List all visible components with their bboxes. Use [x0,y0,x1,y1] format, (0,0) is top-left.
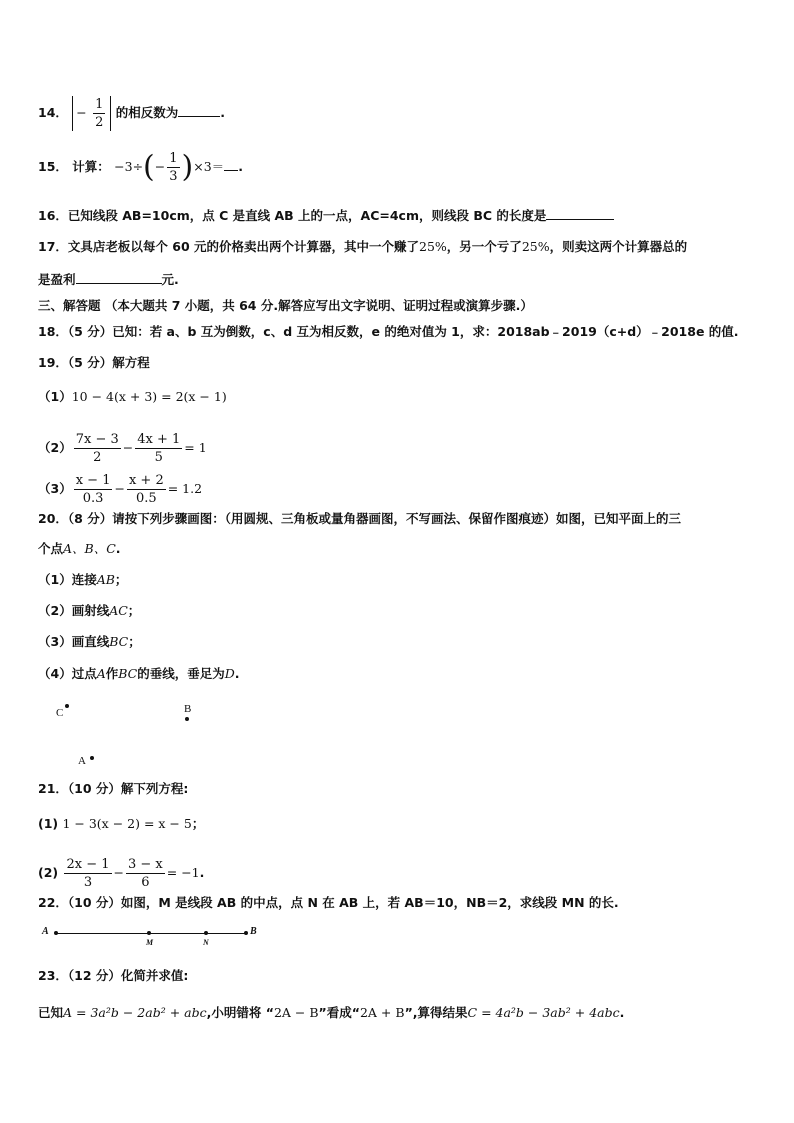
denominator: 0.3 [82,491,104,506]
point-name: A [96,666,106,681]
segment-dot-a [54,931,58,935]
expression-wrong: 2A − B [273,1005,319,1020]
point-c-label: C [56,707,64,719]
segment-dot-m [147,931,151,935]
numerator: 1 [95,97,104,112]
part-label: (2) [38,865,59,880]
period: . [220,105,226,120]
point-c-dot [65,704,69,708]
numerator: x + 2 [128,473,164,488]
question-15 [38,150,243,185]
equation: 10 − 4(x + 3) = 2(x − 1) [71,389,227,404]
section-heading-text: 三、解答题 （本大题共 7 小题，共 64 分.解答应写出文字说明、证明过程或演算步骤.） [38,298,533,313]
segment-name: AB [96,572,115,587]
punctuation: ； [191,816,205,831]
answer-blank [76,270,162,284]
denominator: 2 [95,115,104,130]
right-hand-side: = −1 [166,865,200,880]
expression-a: A = 3a²b − 2ab² + abc [63,1005,207,1020]
operator: − [114,481,125,496]
denominator: 6 [141,875,150,890]
fraction [167,150,179,185]
segment-label-n: N [203,938,209,947]
q21-part-2 [38,856,204,891]
answer-blank [546,206,614,220]
fraction [135,431,182,466]
question-16 [38,206,614,225]
question-21 [38,780,188,798]
question-23-body [38,1004,624,1022]
right-paren: ) [181,149,194,185]
question-22 [38,894,619,912]
punctuation: ； [127,603,141,618]
question-text: ”,算得结果 [404,1005,468,1020]
denominator: 0.5 [135,491,157,506]
segment-label-b: B [250,926,257,937]
right-hand-side: = 1.2 [167,481,203,496]
question-17-line-2 [38,270,179,289]
minus-sign: − [76,105,87,120]
numerator: x − 1 [75,473,111,488]
question-17-line-1 [38,238,687,256]
question-text: ”看成“ [318,1005,360,1020]
percent-value: 25% [521,239,550,254]
denominator: 3 [169,169,178,184]
numerator: 1 [169,151,178,166]
part-label: （2） [38,440,72,455]
question-label: 计算： [72,159,110,174]
punctuation: ； [128,634,141,649]
denominator: 5 [154,450,163,465]
line-name: BC [118,666,138,681]
equation: 1 − 3(x − 2) = x − 5 [62,816,192,831]
expression-part: ×3＝ [193,159,225,174]
segment-dot-b [244,931,248,935]
part-label: (1) [38,816,59,831]
numerator: 7x − 3 [75,432,119,447]
q19-part-3 [38,472,202,507]
question-text: 的相反数为 [115,105,179,120]
left-paren: ( [143,149,155,185]
q20-step-3 [38,633,141,651]
q19-part-1 [38,388,227,406]
punctuation: ； [114,572,128,587]
step-text: （3）画直线 [38,634,110,649]
point-b-label: B [184,703,192,715]
fraction [126,856,165,891]
fraction [127,472,166,507]
period: . [234,666,240,681]
segment-label-a: A [42,926,49,937]
question-14 [38,96,225,131]
operator: − [113,865,124,880]
point-a-dot [90,756,94,760]
question-20-line-1 [38,510,681,528]
segment-dot-n [204,931,208,935]
q21-part-1 [38,815,204,833]
point-name: D [224,666,235,681]
line-name: BC [109,634,129,649]
fraction [93,96,105,131]
numerator: 3 − x [128,857,163,872]
denominator: 2 [93,450,102,465]
minus-sign: − [154,159,166,174]
q19-part-2 [38,431,207,466]
part-label: （1） [38,389,72,404]
question-text: 21．（10 分）解下列方程: [38,781,189,796]
question-number: 15． [38,159,68,174]
question-text: 23．（12 分）化简并求值: [38,968,189,983]
right-hand-side: = 1 [184,440,207,455]
question-text: 16．已知线段 AB=10cm，点 C 是直线 AB 上的一点，AC=4cm，则线段 BC 的长度是 [38,208,547,223]
question-text: 17．文具店老板以每个 60 元的价格卖出两个计算器，其中一个赚了 [38,239,419,254]
question-text: 20．（8 分）请按下列步骤画图：（用圆规、三角板或量角器画图，不写画法、保留作图痕迹）如图，已知平面上的三 [38,511,681,526]
q20-step-1 [38,571,127,589]
operator: − [122,440,134,455]
question-20-line-2 [38,540,121,558]
answer-blank [178,103,220,117]
question-number: 14． [38,105,68,120]
ray-name: AC [109,603,128,618]
point-names: A、B、C [63,541,116,556]
question-text: ，则卖这两个计算器总的 [549,239,688,254]
question-text: 22．（10 分）如图，M 是线段 AB 的中点，点 N 在 AB 上，若 AB＝10，NB＝2，求线段 MN 的长. [38,895,619,910]
step-text: （4）过点 [38,666,97,681]
segment-line [56,933,246,934]
step-text: （1）连接 [38,572,97,587]
expression-mistaken: 2A + B [359,1005,405,1020]
answer-blank [224,157,238,171]
part-label: （3） [38,481,72,496]
expression-c: C = 4a²b − 3ab² + 4abc [467,1005,620,1020]
expression-part: −3÷ [114,159,144,174]
section-heading [38,297,533,315]
denominator: 3 [83,875,93,890]
absolute-value [72,96,111,131]
step-text: 作 [105,666,119,681]
fraction [74,472,113,507]
point-b-dot [185,717,189,721]
question-text: 19．（5 分）解方程 [38,355,150,370]
numerator: 4x + 1 [137,432,181,447]
point-a-label: A [78,755,86,767]
numerator: 2x − 1 [66,857,110,872]
period: . [115,541,121,556]
segment-label-m: M [146,938,154,947]
question-text: 已知 [38,1005,64,1020]
percent-value: 25% [419,239,447,254]
fraction [74,431,121,466]
question-text: 是盈利 [38,272,76,287]
question-23 [38,967,188,985]
question-text: 个点 [38,541,64,556]
period: . [199,865,205,880]
step-text: （2）画射线 [38,603,110,618]
q20-step-4 [38,665,240,683]
question-text: ，另一个亏了 [446,239,522,254]
question-18 [38,323,739,341]
question-19 [38,354,150,372]
period: . [619,1005,625,1020]
period: . [238,159,243,174]
question-text: 元. [161,272,179,287]
question-text: ,小明错将 “ [206,1005,274,1020]
step-text: 的垂线，垂足为 [137,666,225,681]
fraction [64,856,111,891]
question-text: 18．（5 分）已知：若 a、b 互为倒数，c、d 互为相反数，e 的绝对值为 1，求：2018ab﹣2019（c+d）﹣2018e 的值. [38,324,739,339]
q20-step-2 [38,602,140,620]
